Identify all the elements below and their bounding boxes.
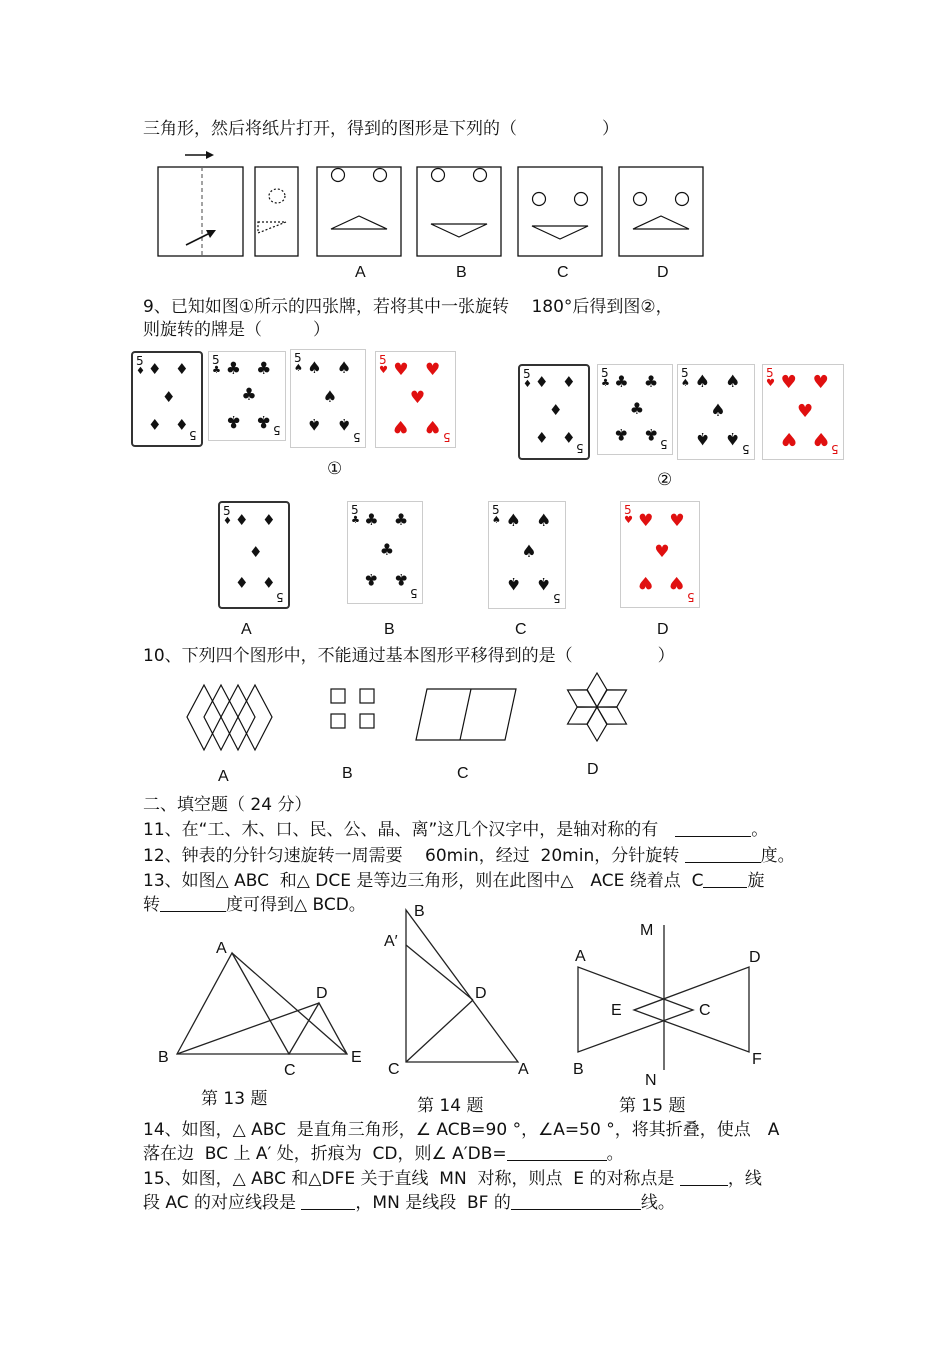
club-icon: ♣ [241,385,257,406]
fig15-point-d: D [749,949,761,966]
diamond-icon: ♦ [262,572,276,591]
fig15-point-m: M [640,922,654,939]
heart-icon: ♥ [424,415,441,436]
heart-icon: ♥ [638,572,654,593]
diamond-icon: ♦ [147,414,162,433]
q12-end: 度。 [760,846,795,866]
q15-line2-end: 线。 [640,1193,675,1213]
card-rank-corner: 5 [294,351,302,365]
q15-line2-start: 段 AC 的对应线段是 [143,1193,297,1213]
diamond-small-icon: ♦ [223,516,232,527]
club-small-icon: ♣ [601,378,610,389]
diamond-icon: ♦ [249,542,263,561]
q9-line1: 9、已知如图①所示的四张牌，若将其中一张旋转 180°后得到图②， [143,297,673,317]
q15-blank-1 [680,1169,728,1186]
figure-14 [380,900,530,1080]
spade-icon: ♠ [710,400,726,421]
q9-line2: 则旋转的牌是（ ） [143,320,330,340]
card-five-of-diamonds [218,501,290,609]
club-icon: ♣ [364,510,379,530]
club-icon: ♣ [379,540,395,560]
fig13-caption: 第 13 题 [201,1089,268,1109]
q15-blank-3 [511,1193,641,1210]
q10-option-b-figure [331,689,374,728]
heart-icon: ♥ [812,427,829,449]
q9-label-a: A [241,621,252,638]
spade-small-icon: ♠ [492,515,501,526]
diamond-icon: ♦ [234,511,249,530]
fig15-point-e: E [611,1002,622,1019]
q15-line2-mid: ，MN 是线段 BF 的 [355,1193,511,1213]
heart-icon: ♥ [780,372,797,394]
fig15-point-f: F [752,1051,762,1068]
figure-1-label: ① [327,459,343,479]
card-rank-corner-inverted: 5 [410,586,418,600]
fig13-point-a: A [216,940,227,957]
q13-line1-end: 旋 [747,871,765,891]
spade-icon: ♠ [505,510,521,531]
spade-icon: ♠ [725,372,741,393]
fig14-point-b: B [414,903,425,920]
q13-line2 [143,894,366,916]
diamond-icon: ♦ [562,373,576,392]
card-five-of-hearts [620,501,700,608]
diamond-icon: ♦ [147,360,162,379]
q13-blank-1 [703,871,747,888]
spade-icon: ♠ [322,386,338,406]
card-rank-corner: 5 [601,366,609,380]
diamond-small-icon: ♦ [136,366,145,377]
q8-option-b-figure [417,167,501,256]
spade-icon: ♠ [505,573,521,594]
q8-label-c: C [557,264,569,281]
fig13-point-c: C [284,1062,296,1079]
heart-icon: ♥ [409,388,426,408]
diamond-icon: ♦ [549,400,563,419]
spade-icon: ♠ [725,427,741,448]
card-five-of-spades [488,501,566,609]
q10-label-c: C [457,765,469,782]
q15-line1-end: ，线 [727,1169,762,1189]
q10-text: 10、下列四个图形中，不能通过基本图形平移得到的是（ ） [143,646,675,666]
q13-blank-2 [160,895,226,912]
q11-end: 。 [751,820,769,840]
fig13-point-e: E [351,1049,362,1066]
spade-small-icon: ♠ [681,378,690,389]
q14-line2 [143,1143,624,1165]
q15-line1 [143,1168,762,1190]
card-rank-corner: 5 [492,503,500,517]
card-rank-corner: 5 [624,503,632,517]
fig13-point-d: D [316,985,328,1002]
club-icon: ♣ [643,424,659,444]
spade-icon: ♠ [336,357,352,377]
q10-option-d-figure [563,673,632,741]
heart-icon: ♥ [654,542,670,562]
q14-line1: 14、如图，△ ABC 是直角三角形，∠ ACB=90 °，∠A=50 °，将其折叠，使点 A [143,1120,780,1140]
club-icon: ♣ [225,358,241,379]
q15-body: 15、如图，△ ABC 和△DFE 关于直线 MN 对称，则点 E 的对称点是 [143,1169,675,1189]
q10-label-a: A [218,768,229,785]
q11-blank [675,820,751,837]
card-five-of-spades [290,349,366,448]
spade-icon: ♠ [336,414,352,434]
fig15-point-c: C [699,1002,711,1019]
card-rank-corner-inverted: 5 [687,590,695,604]
card-rank-corner: 5 [351,503,359,517]
spade-icon: ♠ [307,357,322,377]
spade-icon: ♠ [521,542,537,563]
q14-blank [507,1144,607,1161]
club-small-icon: ♣ [351,515,360,526]
heart-icon: ♥ [638,510,654,531]
q8-label-a: A [355,264,366,281]
diamond-icon: ♦ [534,373,549,392]
q11-body: 11、在“工、木、口、民、公、晶、离”这几个汉字中，是轴对称的有 [143,820,659,840]
q10-option-a-figure [187,685,272,750]
diamond-icon: ♦ [175,360,189,379]
card-rank-corner-inverted: 5 [276,590,284,604]
heart-icon: ♥ [393,415,409,436]
heart-small-icon: ♥ [624,515,633,526]
card-rank-corner-inverted: 5 [443,430,451,444]
heart-icon: ♥ [669,510,685,531]
card-rank-corner: 5 [681,366,689,380]
heart-icon: ♥ [669,572,685,593]
spade-icon: ♠ [536,510,552,531]
fold-paper-2 [255,167,298,256]
q12-text [143,845,795,867]
q15-line2 [143,1192,675,1214]
q10-label-d: D [587,761,599,778]
diamond-icon: ♦ [562,427,576,446]
q10-label-b: B [342,765,353,782]
club-icon: ♣ [256,358,272,379]
spade-icon: ♠ [536,573,552,594]
q13-line1 [143,870,764,892]
spade-icon: ♠ [694,372,710,393]
q15-blank-2 [301,1193,355,1210]
fig14-point-c: C [388,1061,400,1078]
heart-icon: ♥ [780,427,797,449]
diamond-icon: ♦ [534,427,549,446]
q8-label-b: B [456,264,467,281]
club-icon: ♣ [393,569,409,589]
heart-icon: ♥ [812,372,829,394]
card-rank-corner: 5 [379,353,387,367]
card-rank-corner-inverted: 5 [660,437,668,451]
fig15-point-b: B [573,1061,584,1078]
q12-blank [685,846,761,863]
q11-text [143,819,768,841]
card-rank-corner-inverted: 5 [576,441,584,455]
q13-line2-end: 度可得到△ BCD。 [226,895,366,915]
fig14-caption: 第 14 题 [417,1096,484,1116]
heart-icon: ♥ [393,359,409,380]
club-icon: ♣ [225,410,241,431]
q10-option-c-figure [416,689,516,740]
card-five-of-diamonds [518,364,590,460]
figure-13 [150,935,370,1085]
card-rank-corner-inverted: 5 [189,428,197,442]
club-icon: ♣ [629,398,645,418]
diamond-icon: ♦ [262,511,276,530]
q9-label-c: C [515,621,527,638]
fig14-point-d: D [475,985,487,1002]
fig13-point-b: B [158,1049,169,1066]
card-five-of-spades [677,364,755,460]
card-five-of-clubs [347,501,423,604]
q13-body: 13、如图△ ABC 和△ DCE 是等边三角形，则在此图中△ ACE 绕着点 C [143,871,704,891]
figure-15 [570,920,770,1080]
card-rank-corner: 5 [212,353,220,367]
card-five-of-clubs [597,364,673,455]
q13-line2-start: 转 [143,895,160,915]
fig15-caption: 第 15 题 [619,1096,686,1116]
card-rank-corner: 5 [136,354,144,368]
q8-text: 三角形，然后将纸片打开，得到的图形是下列的（ ） [143,119,619,139]
spade-small-icon: ♠ [294,363,303,374]
club-icon: ♣ [393,510,409,530]
q8-option-c-figure [518,167,602,256]
club-icon: ♣ [364,569,379,589]
card-rank-corner-inverted: 5 [273,423,281,437]
section-2-title: 二、填空题（ 24 分） [143,795,312,815]
q14-body: 落在边 BC 上 A′ 处，折痕为 CD，则∠ A′DB= [143,1144,507,1164]
fig15-point-a: A [575,948,586,965]
diamond-small-icon: ♦ [523,379,532,390]
card-five-of-hearts [762,364,844,460]
fold-paper-1 [158,167,243,256]
spade-icon: ♠ [307,414,322,434]
heart-icon: ♥ [797,400,814,422]
q12-body: 12、钟表的分针匀速旋转一周需要 60min，经过 20min，分针旋转 [143,846,680,866]
club-icon: ♣ [643,371,659,391]
q8-label-d: D [657,264,669,281]
figure-2-label: ② [657,470,673,490]
spade-icon: ♠ [694,427,710,448]
heart-icon: ♥ [424,359,441,380]
card-rank-corner-inverted: 5 [353,430,361,444]
fig15-point-n: N [645,1072,657,1089]
card-rank-corner: 5 [766,366,774,380]
fig14-point-a-prime: A′ [384,933,398,950]
q14-end: 。 [606,1144,624,1164]
diamond-icon: ♦ [162,387,176,406]
card-rank-corner-inverted: 5 [831,442,839,456]
card-five-of-clubs [208,351,286,441]
heart-small-icon: ♥ [379,365,388,376]
fig14-point-a: A [518,1061,529,1078]
card-rank-corner: 5 [523,367,531,381]
club-icon: ♣ [256,410,272,431]
q8-figures [0,140,950,280]
card-five-of-diamonds [131,351,203,447]
q9-label-d: D [657,621,669,638]
q10-figures [0,665,950,765]
diamond-icon: ♦ [175,414,189,433]
q8-option-a-figure [317,167,401,256]
diamond-icon: ♦ [234,572,249,591]
q9-label-b: B [384,621,395,638]
club-icon: ♣ [614,424,629,444]
card-rank-corner: 5 [223,504,231,518]
card-rank-corner-inverted: 5 [553,591,561,605]
q8-option-d-figure [619,167,703,256]
club-small-icon: ♣ [212,365,221,376]
heart-small-icon: ♥ [766,378,775,389]
card-five-of-hearts [375,351,456,448]
club-icon: ♣ [614,371,629,391]
card-rank-corner-inverted: 5 [742,442,750,456]
